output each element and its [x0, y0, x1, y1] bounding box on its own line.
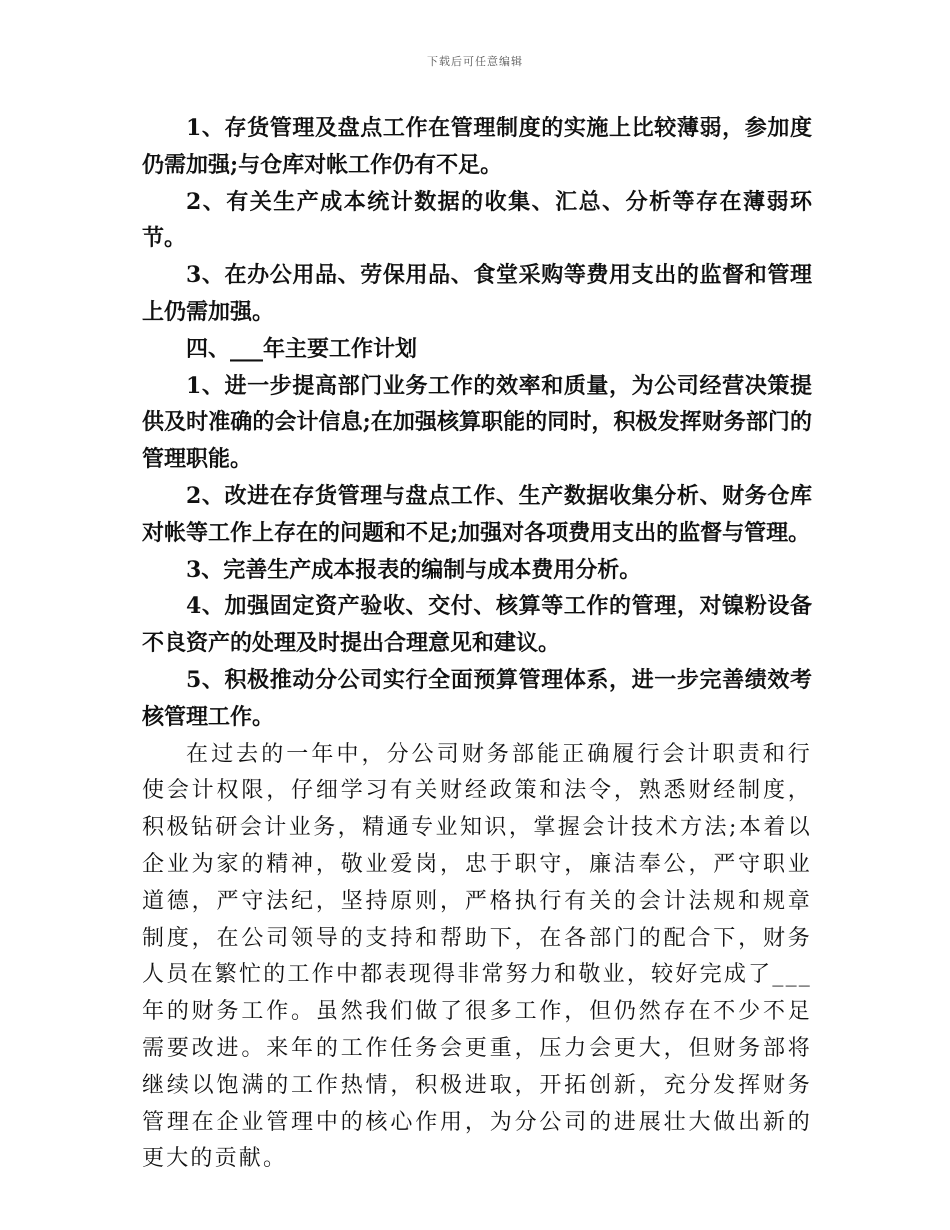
plan-paragraph-2: 2、改进在存货管理与盘点工作、生产数据收集分析、财务仓库对帐等工作上存在的问题和不足;加强对各项费用支出的监督与管理。: [142, 482, 812, 546]
summary-paragraph: 在过去的一年中，分公司财务部能正确履行会计职责和行使会计权限，仔细学习有关财经政策和法令，熟悉财经制度，积极钻研会计业务，精通专业知识，掌握会计技术方法;本着以企业为家的精神，敬业爱岗，忠于职守，廉洁奉公，严守职业道德，严守法纪，坚持原则，严格执行有关的会计法规和规章制度，在公司领导的支持和帮助下，在各部门的配合下，财务人员在繁忙的工作中都表现得非常努力和敬业，较好完成了___年的财务工作。虽然我们做了很多工作，但仍然存在不少不足需要改进。来年的工作任务会更重，压力会更大，但财务部将继续以饱满的工作热情，积极进取，开拓创新，充分发挥财务管理在企业管理中的核心作用，为分公司的进展壮大做出新的更大的贡献。: [142, 741, 812, 1172]
plan-paragraph-3: 3、完善生产成本报表的编制与成本费用分析。: [186, 556, 642, 583]
issue-paragraph-1: 1、存货管理及盘点工作在管理制度的实施上比较薄弱，参加度仍需加强;与仓库对帐工作仍有不足。: [142, 115, 812, 178]
issue-paragraph-2: 2、有关生产成本统计数据的收集、汇总、分析等存在薄弱环节。: [142, 188, 812, 252]
plan-paragraph-5: 5、积极推动分公司实行全面预算管理体系，进一步完善绩效考核管理工作。: [142, 666, 812, 730]
page-header: 下载后可任意编辑: [427, 55, 523, 68]
plan-paragraph-1: 1、进一步提高部门业务工作的效率和质量，为公司经营决策提供及时准确的会计信息;在加强核算职能的同时，积极发挥财务部门的管理职能。: [142, 372, 812, 473]
summary-section: [142, 737, 812, 1179]
plan-paragraph-4: 4、加强固定资产验收、交付、核算等工作的管理，对镍粉设备不良资产的处理及时提出合理意见和建议。: [142, 593, 812, 657]
issues-and-plan-section: [142, 110, 812, 736]
document-body: [142, 110, 812, 1178]
section-heading: 四、___年主要工作计划: [186, 335, 418, 362]
issue-paragraph-3: 3、在办公用品、劳保用品、食堂采购等费用支出的监督和管理上仍需加强。: [142, 262, 812, 325]
